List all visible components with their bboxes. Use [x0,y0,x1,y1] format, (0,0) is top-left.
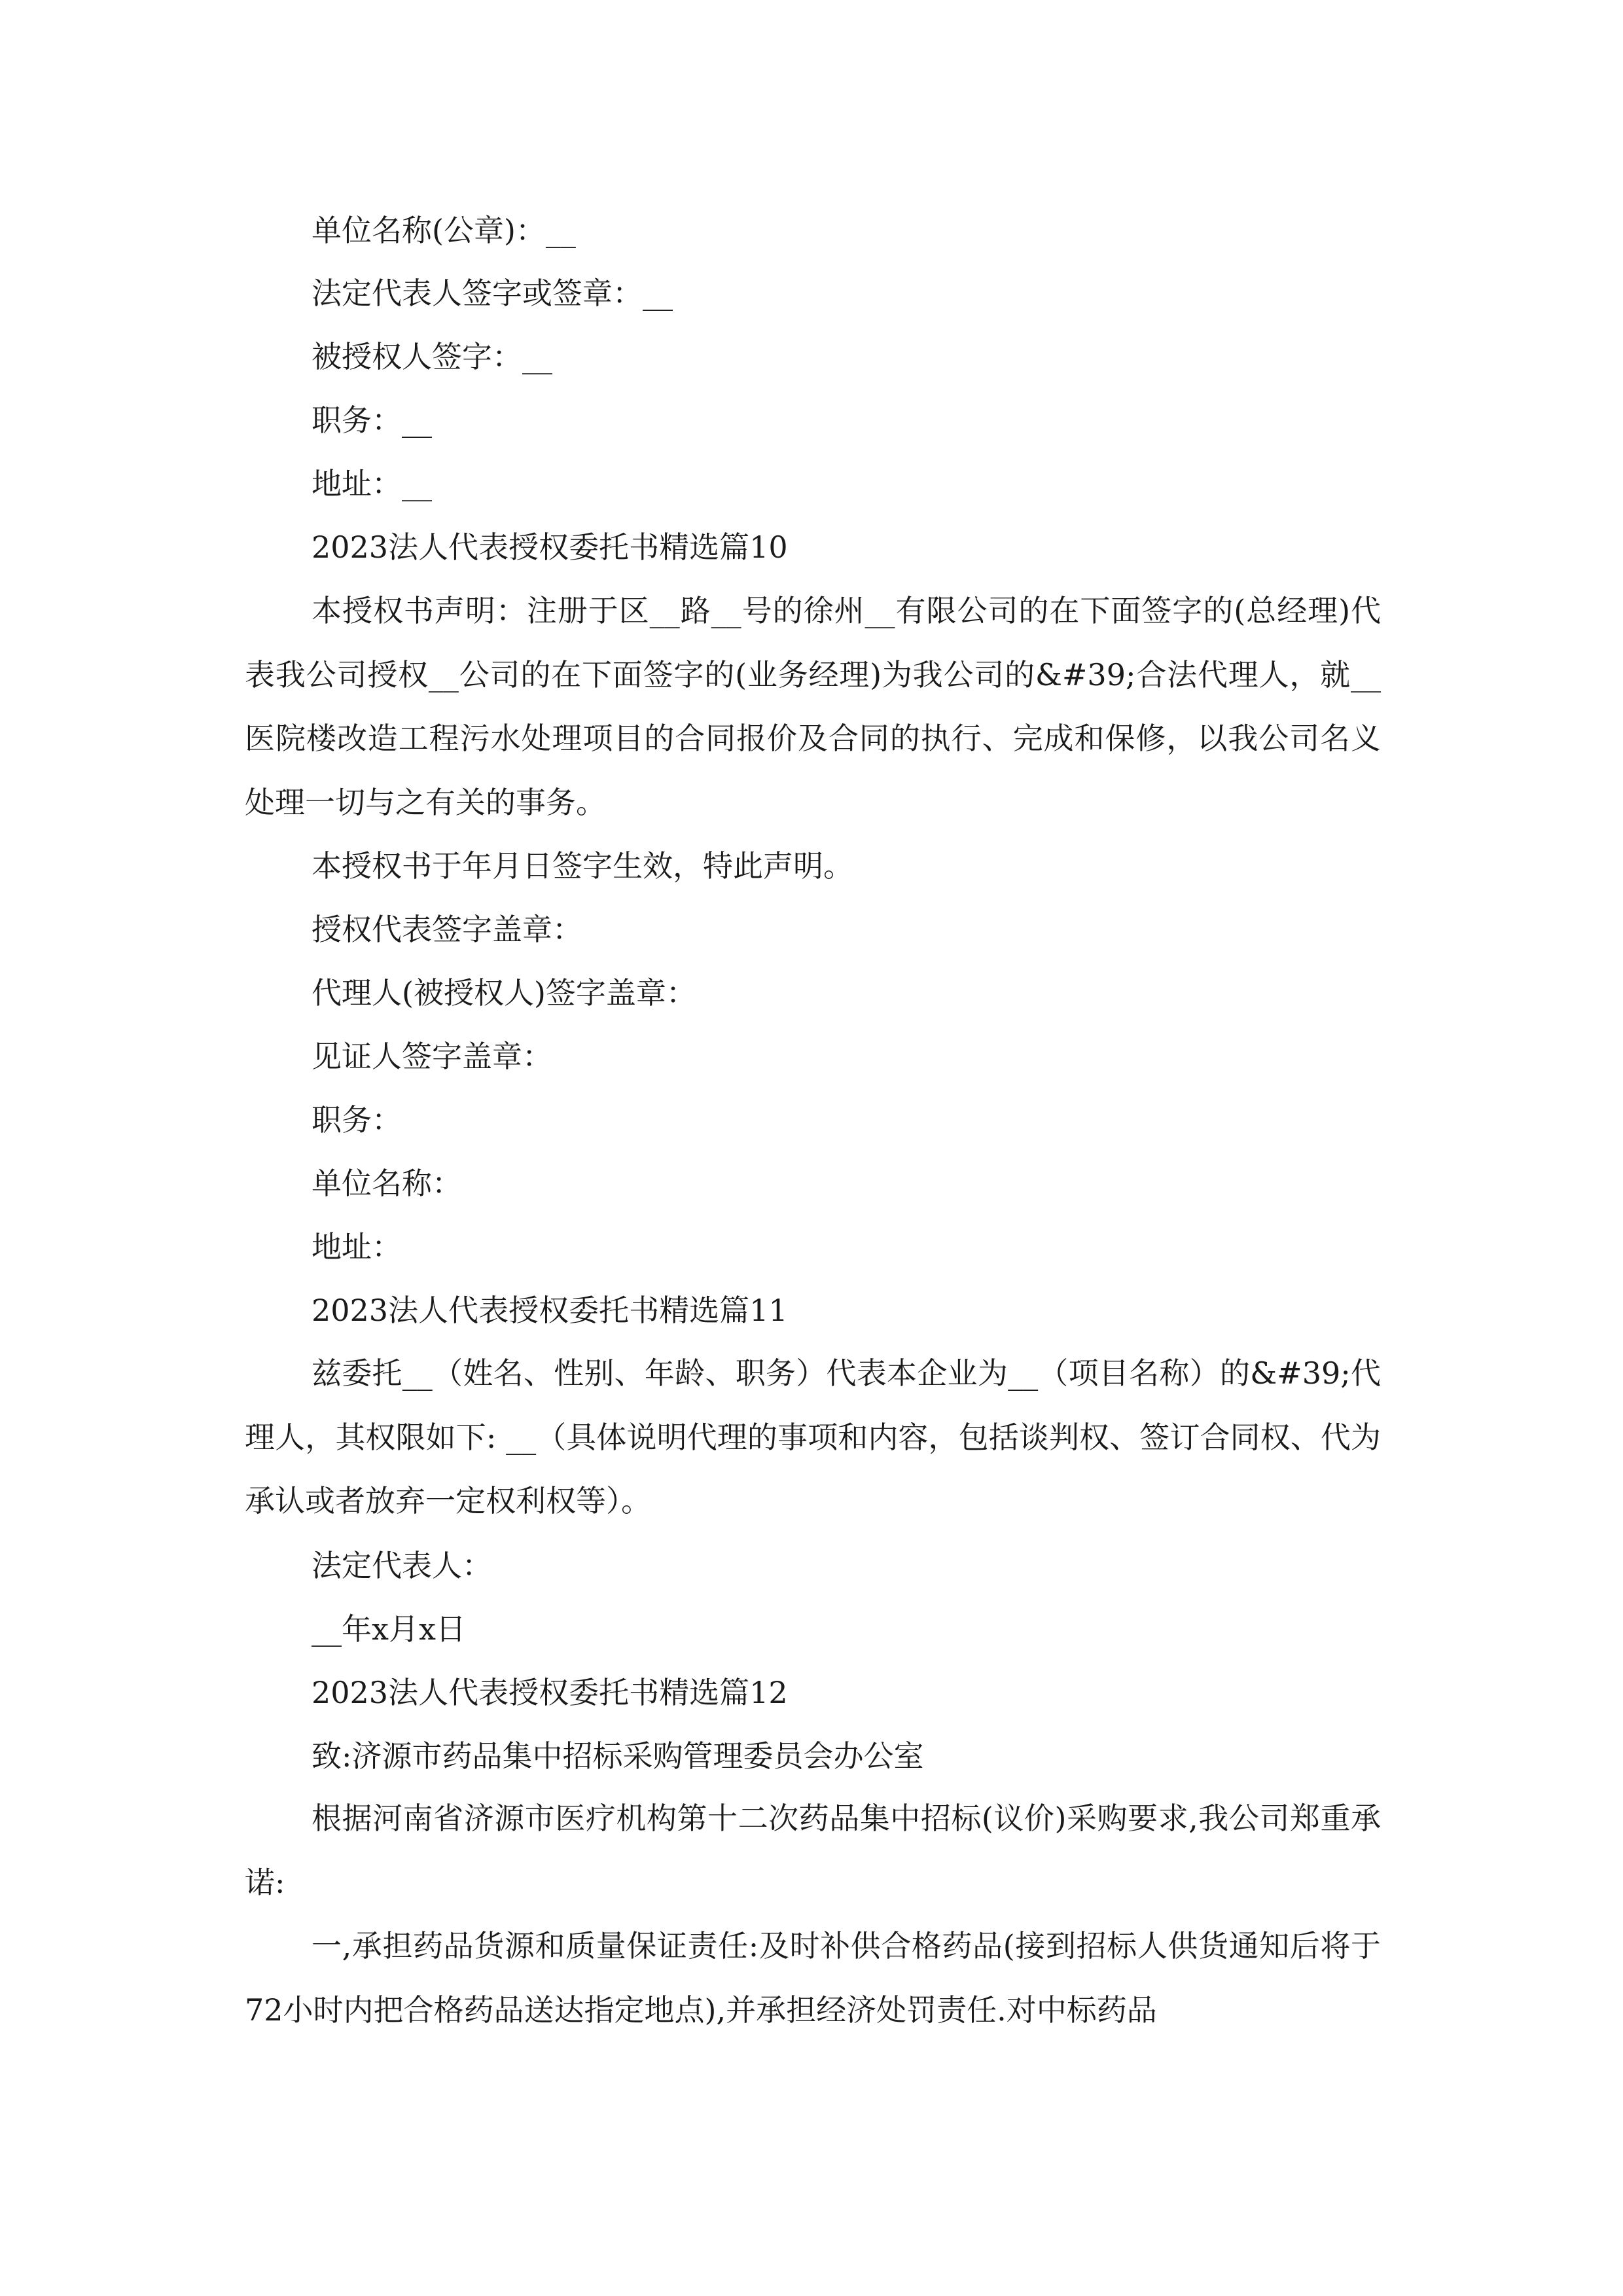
text-line: __年x月x日 [312,1611,466,1647]
text-line: 本授权书于年月日签字生效，特此声明。 [312,848,853,884]
text-line: 法定代表人签字或签章：__ [312,276,673,311]
paragraph: 一,承担药品货源和质量保证责任:及时补供合格药品(接到招标人供货通知后将于72小时内把合格药品送达指定地点),并承担经济处罚责任.对中标药品 [245,1928,1381,2028]
paragraph: 兹委托__（姓名、性别、年龄、职务）代表本企业为__（项目名称）的&#39;代理人，其权限如下: __（具体说明代理的事项和内容，包括谈判权、签订合同权、代为承认或者放弃一定权利权等）。 [245,1355,1381,1519]
text-line: 地址： [312,1229,402,1265]
section-heading: 2023法人代表授权委托书精选篇12 [312,1675,788,1710]
section-heading: 2023法人代表授权委托书精选篇11 [312,1293,788,1328]
text-line: 授权代表签字盖章： [312,912,582,947]
text-line: 职务： [312,1102,402,1138]
text-line: 职务：__ [312,403,432,438]
text-line: 单位名称： [312,1166,462,1201]
paragraph: 本授权书声明：注册于区__路__号的徐州__有限公司的在下面签字的(总经理)代表我公司授权__公司的在下面签字的(业务经理)为我公司的&#39;合法代理人，就__医院楼改造工程污水处理项目的合同报价及合同的执行、完成和保修，以我公司名义处理一切与之有关的事务。 [245,593,1381,820]
section-heading: 2023法人代表授权委托书精选篇10 [312,529,788,565]
text-line: 致:济源市药品集中招标采购管理委员会办公室 [312,1738,924,1774]
text-line: 代理人(被授权人)签字盖章： [312,975,696,1011]
text-line: 法定代表人： [312,1548,492,1583]
paragraph: 根据河南省济源市医疗机构第十二次药品集中招标(议价)采购要求,我公司郑重承诺: [245,1801,1381,1900]
text-line: 地址：__ [312,466,432,501]
text-line: 被授权人签字：__ [312,339,552,374]
text-line: 见证人签字盖章： [312,1039,552,1074]
text-line: 单位名称(公章)：__ [312,213,576,248]
